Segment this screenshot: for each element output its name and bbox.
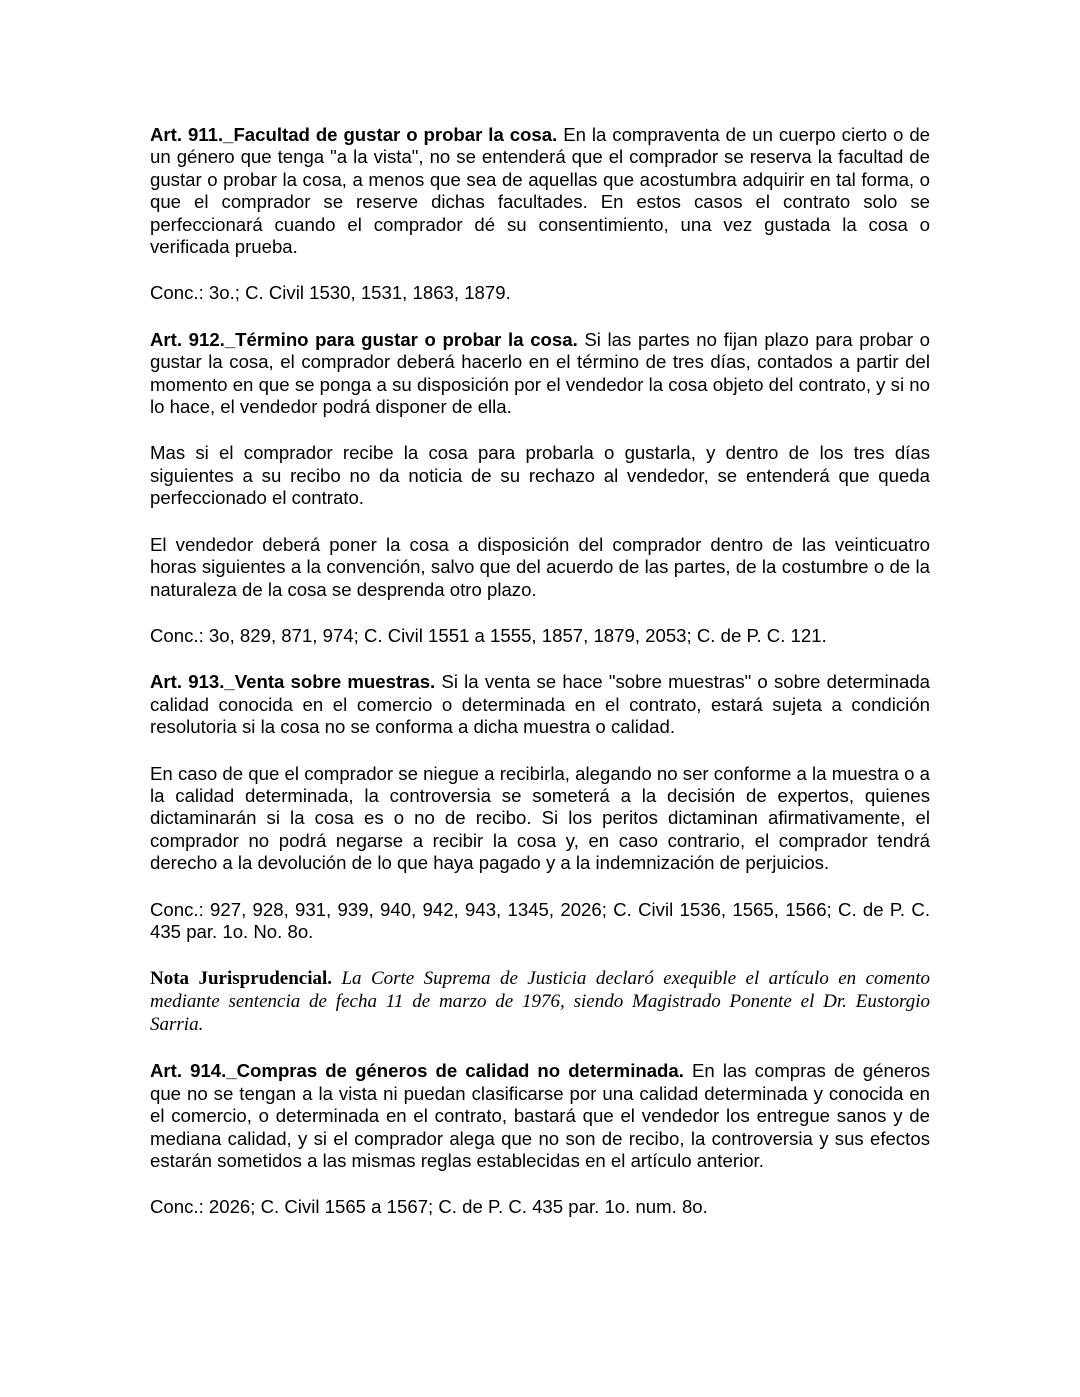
article-911-paragraph: [150, 124, 930, 258]
article-914-heading: Art. 914._Compras de géneros de calidad no determinada.: [150, 1060, 684, 1082]
article-911-body: En la compraventa de un cuerpo cierto o de un género que tenga "a la vista", no se entenderá que el comprador se reserva la facultad de gustar o probar la cosa, a menos que sea de aquellas que acostumbra adquirir en tal forma, o que el comprador se reserve dichas facultades. En estos casos el contrato solo se perfeccionará cuando el comprador dé su consentimiento, una vez gustada la cosa o verificada prueba.: [150, 124, 931, 258]
article-914-body: En las compras de géneros que no se tengan a la vista ni puedan clasificarse por una calidad determinada y conocida en el comercio, o determinada en el contrato, bastará que el vendedor los entregue sanos y de mediana calidad, y si el comprador alega que no son de recibo, la controversia y sus efectos estarán sometidos a las mismas reglas establecidas en el artículo anterior.: [150, 1060, 931, 1171]
article-911-concordancias: Conc.: 3o.; C. Civil 1530, 1531, 1863, 1879.: [150, 282, 511, 304]
nota-jurisprudencial-body: La Corte Suprema de Justicia declaró exequible el artículo en comento mediante sentencia de fecha 11 de marzo de 1976, siendo Magistrado Ponente el Dr. Eustorgio Sarria.: [150, 968, 930, 1036]
article-911-heading: Art. 911._Facultad de gustar o probar la cosa.: [150, 124, 558, 145]
nota-jurisprudencial: [150, 967, 930, 1036]
article-913-concordancias: Conc.: 927, 928, 931, 939, 940, 942, 943, 1345, 2026; C. Civil 1536, 1565, 1566; C. de P. C. 435 par. 1o. No. 8o.: [150, 898, 930, 942]
document-page: [150, 124, 930, 1243]
article-912-paragraph: [150, 329, 930, 419]
article-912-heading: Art. 912._Término para gustar o probar la cosa.: [150, 328, 578, 350]
article-912-concordancias: Conc.: 3o, 829, 871, 974; C. Civil 1551 a 1555, 1857, 1879, 2053; C. de P. C. 121.: [150, 624, 827, 646]
article-912-body: Si las partes no fijan plazo para probar o gustar la cosa, el comprador deberá hacerlo en el término de tres días, contados a partir del momento en que se ponga a su disposición por el vendedor la cosa objeto del contrato, y si no lo hace, el vendedor podrá disponer de ella.: [150, 328, 930, 418]
article-912-paragraph-3: El vendedor deberá poner la cosa a disposición del comprador dentro de las veinticuatro horas siguientes a la convención, salvo que del acuerdo de las partes, de la costumbre o de la naturaleza de la cosa se desprenda otro plazo.: [150, 533, 930, 600]
article-912-paragraph-2: Mas si el comprador recibe la cosa para probarla o gustarla, y dentro de los tres días siguientes a su recibo no da noticia de su rechazo al vendedor, se entenderá que queda perfeccionado el contrato.: [150, 442, 930, 509]
article-914-paragraph: [150, 1060, 930, 1172]
article-913-paragraph: [150, 671, 930, 738]
nota-jurisprudencial-title: Nota Jurisprudencial.: [150, 968, 333, 990]
article-913-paragraph-2: En caso de que el comprador se niegue a recibirla, alegando no ser conforme a la muestra o a la calidad determinada, la controversia se someterá a la decisión de expertos, quienes dictaminarán si la cosa es o no de recibo. Si los peritos dictaminan afirmativamente, el comprador no podrá negarse a recibir la cosa y, en caso contrario, el comprador tendrá derecho a la devolución de lo que haya pagado y a la indemnización de perjuicios.: [150, 762, 930, 874]
article-914-concordancias: Conc.: 2026; C. Civil 1565 a 1567; C. de P. C. 435 par. 1o. num. 8o.: [150, 1196, 708, 1218]
article-913-heading: Art. 913._Venta sobre muestras.: [150, 671, 436, 693]
article-913-body: Si la venta se hace "sobre muestras" o sobre determinada calidad conocida en el comercio o determinada en el contrato, estará sujeta a condición resolutoria si la cosa no se conforma a dicha muestra o calidad.: [150, 671, 931, 738]
